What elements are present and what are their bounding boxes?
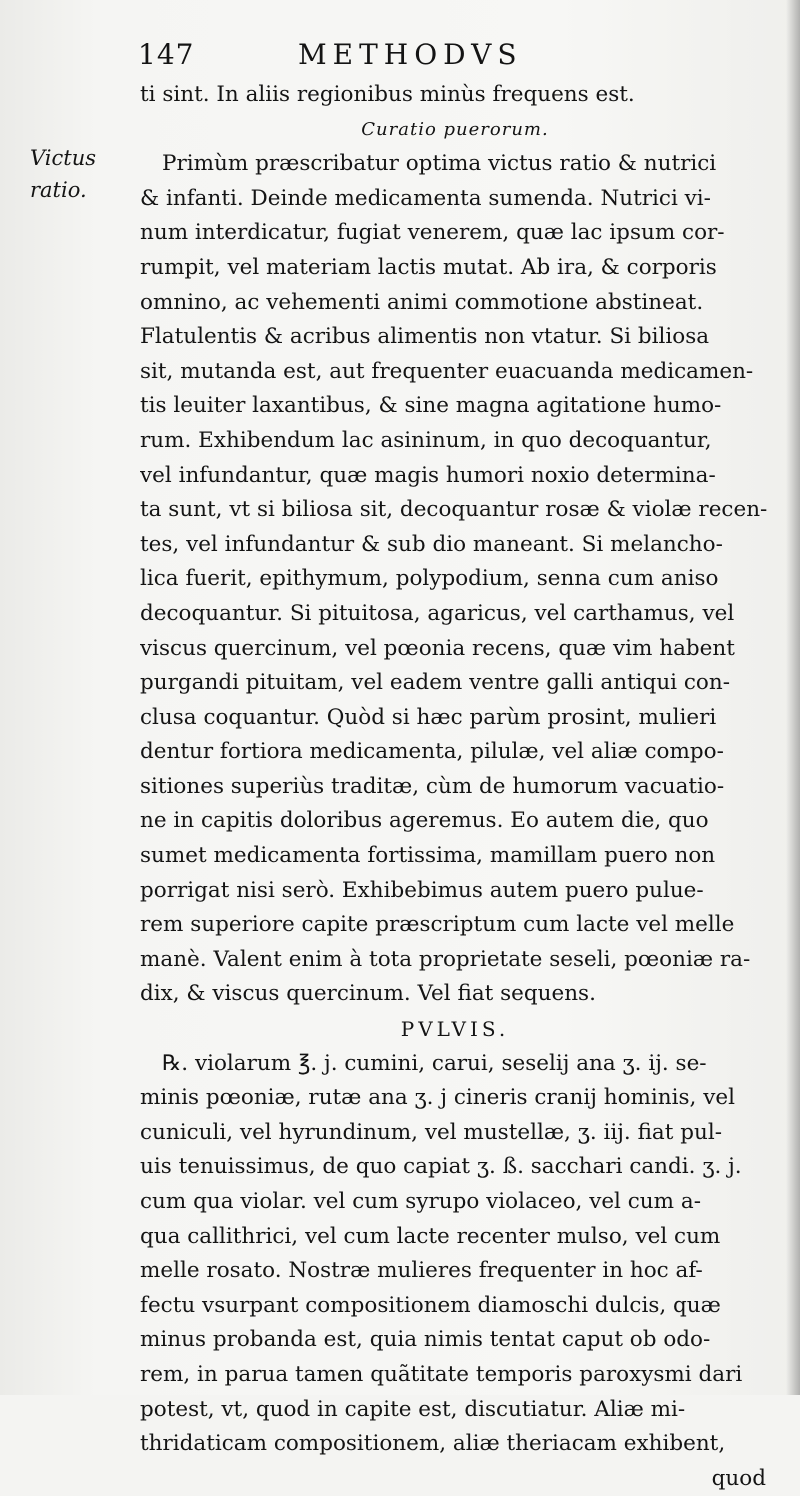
text-line: decoquantur. Si pituitosa, agaricus, vel carthamus, vel	[140, 600, 735, 626]
section-heading: PVLVIS.	[400, 1017, 510, 1042]
text-line: rem, in parua tamen quãtitate temporis paroxysmi dari	[140, 1361, 743, 1387]
text-line: rumpit, vel materiam lactis mutat. Ab ira, & corporis	[140, 254, 717, 280]
text-line: clusa coquantur. Quòd si hæc parùm prosint, mulieri	[140, 704, 717, 730]
text-line: dentur fortiora medicamenta, pilulæ, vel aliæ compo-	[140, 739, 724, 765]
text-line: ti sint. In aliis regionibus minùs frequens est.	[140, 82, 635, 107]
text-line: sitiones superiùs traditæ, cùm de humorum vacuatio-	[140, 773, 725, 799]
text-line: potest, vt, quod in capite est, discutiatur. Aliæ mi-	[140, 1396, 686, 1422]
paragraph-first-line: ℞. violarum ℥. j. cumini, carui, seselij ana ʒ. ij. se-	[162, 1050, 707, 1076]
text-line: Flatulentis & acribus alimentis non vtatur. Si biliosa	[140, 324, 710, 350]
text-line: viscus quercinum, vel pœonia recens, quæ vim habent	[140, 635, 735, 661]
text-line: dix, & viscus quercinum. Vel fiat sequens.	[140, 981, 596, 1007]
body-text	[140, 78, 770, 1496]
text-line: thridaticam compositionem, aliæ theriacam exhibent,	[140, 1431, 726, 1457]
text-line: manè. Valent enim à tota proprietate seseli, pœoniæ ra-	[140, 946, 751, 972]
page-edge-shadow	[786, 0, 800, 1395]
text-line: num interdicatur, fugiat venerem, quæ lac ipsum cor-	[140, 220, 725, 246]
text-line: porrigat nisi serò. Exhibebimus autem puero pulue-	[140, 877, 704, 903]
text-line: tes, vel infundantur & sub dio maneant. Si melancho-	[140, 531, 723, 557]
text-line: cuniculi, vel hyrundinum, vel mustellæ, ʒ. iij. fiat pul-	[140, 1119, 722, 1145]
marginal-note-line: Victus	[30, 146, 97, 170]
text-line: uis tenuissimus, de quo capiat ʒ. ß. sacchari candi. ʒ. j.	[140, 1154, 742, 1180]
text-line: melle rosato. Nostræ mulieres frequenter in hoc af-	[140, 1258, 703, 1284]
text-line: sumet medicamenta fortissima, mamillam puero non	[140, 843, 716, 869]
running-title: METHODVS	[298, 38, 523, 71]
text-line: minus probanda est, quia nimis tentat caput ob odo-	[140, 1327, 711, 1353]
text-line: minis pœoniæ, rutæ ana ʒ. j cineris cranij hominis, vel	[140, 1085, 735, 1111]
text-line: ne in capitis doloribus ageremus. Eo autem die, quo	[140, 808, 709, 834]
text-line: vel infundantur, quæ magis humori noxio determina-	[140, 462, 716, 488]
text-line: tis leuiter laxantibus, & sine magna agitatione humo-	[140, 393, 722, 419]
page-header	[138, 38, 778, 78]
marginal-note	[30, 142, 130, 206]
text-line: omnino, ac vehementi animi commotione abstineat.	[140, 289, 704, 315]
section-subheading: Curatio puerorum.	[361, 118, 549, 140]
text-line: fectu vsurpant compositionem diamoschi dulcis, quæ	[140, 1292, 721, 1318]
paragraph-first-line: Primùm præscribatur optima victus ratio & nutrici	[162, 151, 717, 177]
text-line: lica fuerit, epithymum, polypodium, senna cum aniso	[140, 566, 719, 592]
text-line: cum qua violar. vel cum syrupo violaceo, vel cum a-	[140, 1189, 701, 1214]
text-line: sit, mutanda est, aut frequenter euacuanda medicamen-	[140, 358, 754, 384]
text-line: purgandi pituitam, vel eadem ventre galli antiqui con-	[140, 670, 730, 696]
text-line: rem superiore capite præscriptum cum lacte vel melle	[140, 912, 735, 938]
text-line: rum. Exhibendum lac asininum, in quo decoquantur,	[140, 427, 712, 453]
text-line: ta sunt, vt si biliosa sit, decoquantur rosæ & violæ recen-	[140, 497, 768, 523]
page-number: 147	[138, 38, 195, 71]
catchword: quod	[711, 1465, 766, 1491]
marginal-note-line: ratio.	[30, 178, 87, 202]
text-line: qua callithrici, vel cum lacte recenter mulso, vel cum	[140, 1223, 721, 1249]
text-line: & infanti. Deinde medicamenta sumenda. Nutrici vi-	[140, 185, 711, 211]
